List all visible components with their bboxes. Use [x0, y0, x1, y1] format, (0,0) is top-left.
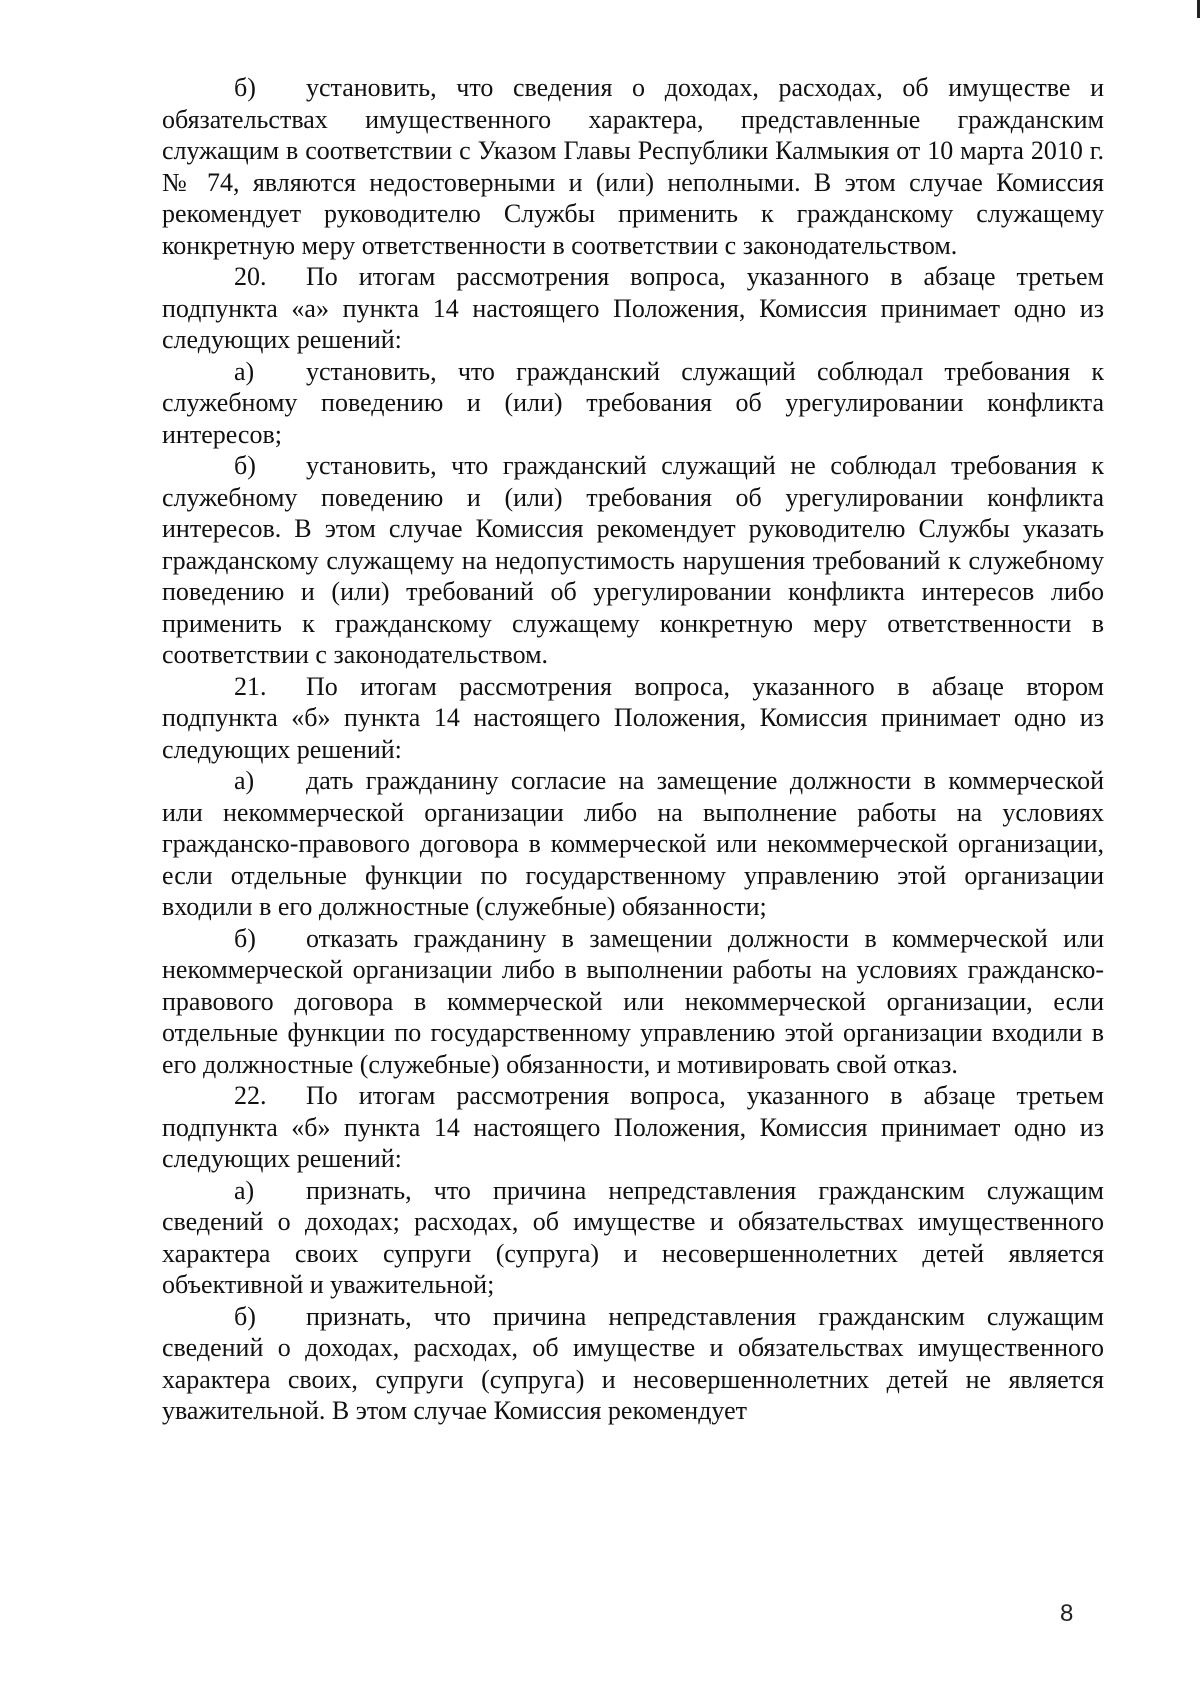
- paragraph-label: б): [234, 451, 256, 480]
- paragraph-label: а): [234, 766, 255, 795]
- paragraph-22-b: [162, 1301, 1104, 1427]
- paragraph-20-b: [162, 450, 1104, 671]
- paragraph-label: 21.: [234, 671, 267, 701]
- paragraph-text: признать, что причина непредставления гражданским служащим сведений о доходах; расходах, об имуществе и обязательствах имущественного характера своих супруги (супруга) и несовершеннолетних детей является объективной и уважительной;: [162, 1175, 1104, 1299]
- paragraph-22-a: [162, 1175, 1104, 1301]
- paragraph-text: отказать гражданину в замещении должности в коммерческой или некоммерческой организации либо в выполнении работы на условиях гражданско-правового договора в коммерческой или некоммерческой организации, если отдельные функции по государственному управлению этой организации входили в его должностные (служебные) обязанности, и мотивировать свой отказ.: [162, 923, 1104, 1079]
- paragraph-b-1: [162, 72, 1104, 261]
- paragraph-text: По итогам рассмотрения вопроса, указанного в абзаце втором подпункта «б» пункта 14 настоящего Положения, Комиссия принимает одно из следующих решений:: [162, 671, 1104, 764]
- paragraph-label: б): [234, 1301, 256, 1331]
- paragraph-text: установить, что сведения о доходах, расходах, об имуществе и обязательствах имущественного характера, представленные гражданским служащим в соответствии с Указом Главы Республики Калмыкия от 10 марта 2010 г. № 74, являются недостоверными и (или) неполными. В этом случае Комиссия рекомендует руководителю Службы применить к гражданскому служащему конкретную меру ответственности в соответствии с законодательством.: [162, 73, 1104, 260]
- paragraph-text: признать, что причина непредставления гражданским служащим сведений о доходах, расходах, об имуществе и обязательствах имущественного характера своих, супруги (супруга) и несовершеннолетних детей не является уважительной. В этом случае Комиссия рекомендует: [162, 1301, 1104, 1425]
- page-number: 8: [1060, 1600, 1074, 1627]
- paragraph-label: 22.: [234, 1081, 267, 1110]
- paragraph-21-b: [162, 923, 1104, 1081]
- paragraph-20-a: [162, 356, 1104, 451]
- paragraph-text: По итогам рассмотрения вопроса, указанного в абзаце третьем подпункта «а» пункта 14 настоящего Положения, Комиссия принимает одно из следующих решений:: [162, 262, 1104, 354]
- paragraph-text: По итогам рассмотрения вопроса, указанного в абзаце третьем подпункта «б» пункта 14 настоящего Положения, Комиссия принимает одно из следующих решений:: [162, 1081, 1104, 1173]
- paragraph-label: а): [234, 1175, 255, 1205]
- paragraph-21-a: [162, 765, 1104, 923]
- paragraph-label: б): [234, 73, 256, 102]
- paragraph-text: дать гражданину согласие на замещение должности в коммерческой или некоммерческой организации либо на выполнение работы на условиях гражданско-правового договора в коммерческой или некоммерческой организации, если отдельные функции по государственному управлению этой организации входили в его должностные (служебные) обязанности;: [162, 766, 1104, 921]
- paragraph-22: [162, 1080, 1104, 1175]
- paragraph-label: а): [234, 356, 255, 386]
- paragraph-text: установить, что гражданский служащий соблюдал требования к служебному поведению и (или) требования об урегулировании конфликта интересов;: [162, 356, 1104, 449]
- document-body: [162, 72, 1104, 1427]
- paragraph-label: б): [234, 923, 256, 953]
- paragraph-20: [162, 261, 1104, 356]
- paragraph-21: [162, 671, 1104, 766]
- paragraph-label: 20.: [234, 262, 267, 291]
- paragraph-text: установить, что гражданский служащий не соблюдал требования к служебному поведению и (или) требования об урегулировании конфликта интересов. В этом случае Комиссия рекомендует руководителю Службы указать гражданскому служащему на недопустимость нарушения требований к служебному поведению и (или) требований об урегулировании конфликта интересов либо применить к гражданскому служащему конкретную меру ответственности в соответствии с законодательством.: [162, 451, 1104, 669]
